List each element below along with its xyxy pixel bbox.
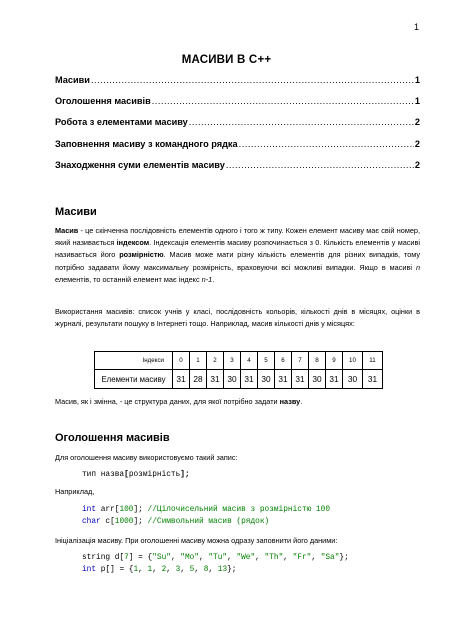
arrays-paragraph-1: Масив - це скінченна послідовність елементів одного і того ж типу. Кожен елемент масиву має свій номер, який називається індексом. Індексація елементів масиву розпочинається з 0. Кількість елементів у масиві називається його розмірністю. Масив може мати різну кількість елементів для різних випадків, тому потрібно задавати йому максимальну розмірність, враховуючи всі можливі випадки. Якщо в масиві n елементів, то останній елемент має індекс n-1. — [55, 226, 421, 284]
initializer-item: 8 — [203, 566, 209, 574]
value-cell: 30 — [343, 370, 363, 389]
toc-entry[interactable] — [55, 74, 420, 95]
toc-entry-label: Оголошення масивів — [55, 96, 151, 107]
toc-entry-page: 2 — [414, 117, 420, 128]
value-cell: 31 — [241, 370, 258, 389]
code-example-1: int arr[100]; //Цілочисельний масив з розмірністю 100 char c[1000]; //Символьний масив (рядок) — [82, 506, 331, 526]
toc-entry-page: 2 — [414, 138, 420, 149]
index-row — [95, 352, 383, 370]
index-cell: 8 — [309, 352, 326, 370]
value-cell: 30 — [309, 370, 326, 389]
toc-leader-dots — [189, 116, 414, 128]
index-cell: 2 — [207, 352, 224, 370]
section-heading-arrays: Масиви — [55, 206, 97, 218]
arrays-paragraph-3: Масив, як і змінна, - це структура даних, для якої потрібно задати назву. — [55, 397, 303, 406]
term-dimension: розмірністю — [119, 250, 164, 260]
value-cell: 31 — [326, 370, 343, 389]
initializer-item: 5 — [189, 566, 195, 574]
initializer-item: "Su" — [152, 554, 171, 562]
toc-entry[interactable] — [55, 159, 420, 180]
code-syntax: тип назва[розмірність]; — [82, 471, 190, 479]
toc-leader-dots — [152, 95, 414, 107]
value-cell: 31 — [275, 370, 292, 389]
value-cell: 30 — [224, 370, 241, 389]
initializer-item: 3 — [175, 566, 181, 574]
term-name: назву — [279, 397, 301, 406]
toc-entry-label: Заповнення масиву з командного рядка — [55, 138, 238, 149]
toc-leader-dots — [91, 74, 414, 86]
initializer-item: "Sa" — [320, 554, 340, 562]
toc-entry-label: Масиви — [55, 75, 90, 85]
index-cell: 10 — [343, 352, 363, 370]
index-cell: 4 — [241, 352, 258, 370]
section-heading-declaration: Оголошення масивів — [55, 432, 170, 444]
index-cell: 11 — [363, 352, 383, 370]
declaration-paragraph-1: Для оголошення масиву використовуємо такий запис: — [55, 453, 238, 462]
term-index: індексом — [116, 238, 150, 248]
toc-leader-dots — [239, 138, 414, 150]
page-number: 1 — [413, 22, 419, 32]
term-array: Масив — [55, 226, 79, 235]
toc-entry[interactable] — [55, 138, 420, 159]
initializer-item: "We" — [236, 554, 256, 562]
toc-entry-page: 1 — [414, 75, 420, 85]
toc-entry[interactable] — [55, 116, 420, 137]
code-example-2: string d[7] = {"Su", "Mo", "Tu", "We", "Th", "Fr", "Sa"}; int p[] = {1, 1, 2, 3, 5, 8, 13}; — [82, 554, 349, 574]
initializer-item: 2 — [161, 566, 167, 574]
table-of-contents — [55, 74, 420, 180]
value-row — [95, 370, 383, 389]
value-cell: 30 — [258, 370, 275, 389]
toc-entry-page: 1 — [414, 96, 420, 107]
index-row-label: Індекси — [95, 352, 173, 370]
toc-entry-page: 2 — [414, 159, 420, 170]
value-cell: 31 — [207, 370, 224, 389]
value-row-label: Елементи масиву — [95, 370, 173, 389]
arrays-paragraph-2: Використання масивів: список учнів у класі, послідовність кольорів, кількості днів в місяцях, оцінки в журналі, результати пошуку в Інтернеті тощо. Наприклад, масив кількості днів у місяцях: — [55, 307, 420, 329]
toc-entry[interactable] — [55, 95, 420, 116]
days-in-months-table — [94, 351, 383, 389]
initializer-item: 1 — [147, 566, 153, 574]
value-cell: 28 — [190, 370, 207, 389]
index-cell: 1 — [190, 352, 207, 370]
document-title: МАСИВИ В С++ — [181, 54, 272, 66]
toc-entry-label: Знаходження суми елементів масиву — [55, 159, 225, 170]
toc-entry-label: Робота з елементами масиву — [55, 117, 188, 128]
initializer-item: 1 — [133, 566, 139, 574]
toc-leader-dots — [226, 159, 414, 171]
initializer-item: 13 — [217, 566, 228, 574]
index-cell: 9 — [326, 352, 343, 370]
initializer-item: "Fr" — [292, 554, 312, 562]
value-cell: 31 — [363, 370, 383, 389]
index-cell: 3 — [224, 352, 241, 370]
declaration-paragraph-3: Ініціалізація масиву. При оголошенні масиву можна одразу заповнити його даними: — [55, 536, 338, 545]
index-cell: 0 — [173, 352, 190, 370]
initializer-item: "Mo" — [180, 554, 200, 562]
index-cell: 6 — [275, 352, 292, 370]
value-cell: 31 — [292, 370, 309, 389]
initializer-item: "Tu" — [208, 554, 228, 562]
index-cell: 5 — [258, 352, 275, 370]
declaration-paragraph-2: Наприклад, — [55, 487, 95, 496]
initializer-item: "Th" — [264, 554, 284, 562]
value-cell: 31 — [173, 370, 190, 389]
index-cell: 7 — [292, 352, 309, 370]
